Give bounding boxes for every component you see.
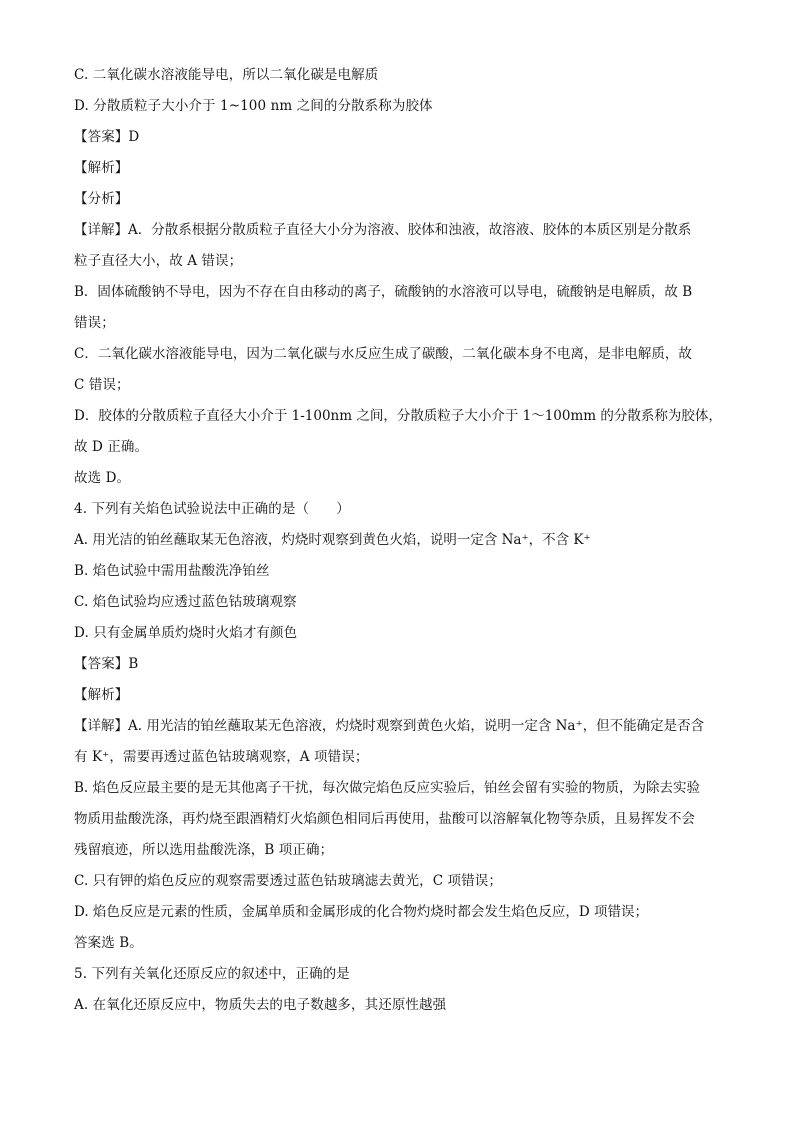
explanation-line: C. 只有钾的焰色反应的观察需要透过蓝色钴玻璃滤去黄光，C 项错误； [74,873,502,889]
question-5-text: 5. 下列有关氧化还原反应的叙述中，正确的是 [74,966,350,982]
explanation-line: 物质用盐酸洗涤，再灼烧至跟酒精灯火焰颜色相同后再使用，盐酸可以溶解氧化物等杂质，且易挥发不会 [74,811,695,827]
explanation-line: 【详解】A. 用光洁的铂丝蘸取某无色溶液，灼烧时观察到黄色火焰，说明一定含 Na⁺，但不能确定是否含 [74,718,705,734]
question-4-text: 4. 下列有关焰色试验说法中正确的是（ ） [74,501,350,517]
explanation-line: C 错误； [74,377,130,393]
explanation-line: 粒子直径大小，故 A 错误； [74,253,243,269]
explanation-line: 错误； [74,315,115,331]
option-c-text: C. 二氧化碳水溶液能导电，所以二氧化碳是电解质 [74,67,379,83]
question-4-option-c: C. 焰色试验均应透过蓝色钴玻璃观察 [74,594,297,610]
analysis-label: 【解析】 [74,160,129,176]
explanation-line: 【详解】A．分散系根据分散质粒子直径大小分为溶液、胶体和浊液，故溶液、胶体的本质区别是分散系 [74,222,692,238]
answer-label: 【答案】B [74,656,139,672]
answer-label: 【答案】D [74,129,140,145]
question-5-option-a: A. 在氧化还原反应中，物质失去的电子数越多，其还原性越强 [74,997,447,1013]
explanation-line: B．固体硫酸钠不导电，因为不存在自由移动的离子，硫酸钠的水溶液可以导电，硫酸钠是电解质，故 B [74,284,693,300]
explanation-line: C．二氧化碳水溶液能导电，因为二氧化碳与水反应生成了碳酸，二氧化碳本身不电离，是非电解质，故 [74,346,692,362]
fenxi-label: 【分析】 [74,191,129,207]
explanation-line: 残留痕迹，所以选用盐酸洗涤，B 项正确； [74,842,334,858]
explanation-line: D. 焰色反应是元素的性质，金属单质和金属形成的化合物灼烧时都会发生焰色反应，D 项错误； [74,904,649,920]
conclusion-line: 故选 D。 [74,470,131,486]
analysis-label: 【解析】 [74,687,129,703]
question-4-option-a: A. 用光洁的铂丝蘸取某无色溶液，灼烧时观察到黄色火焰，说明一定含 Na⁺，不含 K⁺ [74,532,591,548]
explanation-line: 有 K⁺，需要再透过蓝色钴玻璃观察，A 项错误； [74,749,369,765]
option-d-text: D. 分散质粒子大小介于 1~100 nm 之间的分散系称为胶体 [74,98,433,114]
explanation-line: D．胶体的分散质粒子直径大小介于 1-100nm 之间，分散质粒子大小介于 1～100mm 的分散系称为胶体， [74,408,722,424]
question-4-option-b: B. 焰色试验中需用盐酸洗净铂丝 [74,563,270,579]
explanation-line: 故 D 正确。 [74,439,149,455]
question-4-option-d: D. 只有金属单质灼烧时火焰才有颜色 [74,625,298,641]
conclusion-line: 答案选 B。 [74,935,143,951]
document-page [74,60,722,1021]
explanation-line: B. 焰色反应最主要的是无其他离子干扰，每次做完焰色反应实验后，铂丝会留有实验的物质，为除去实验 [74,780,701,796]
